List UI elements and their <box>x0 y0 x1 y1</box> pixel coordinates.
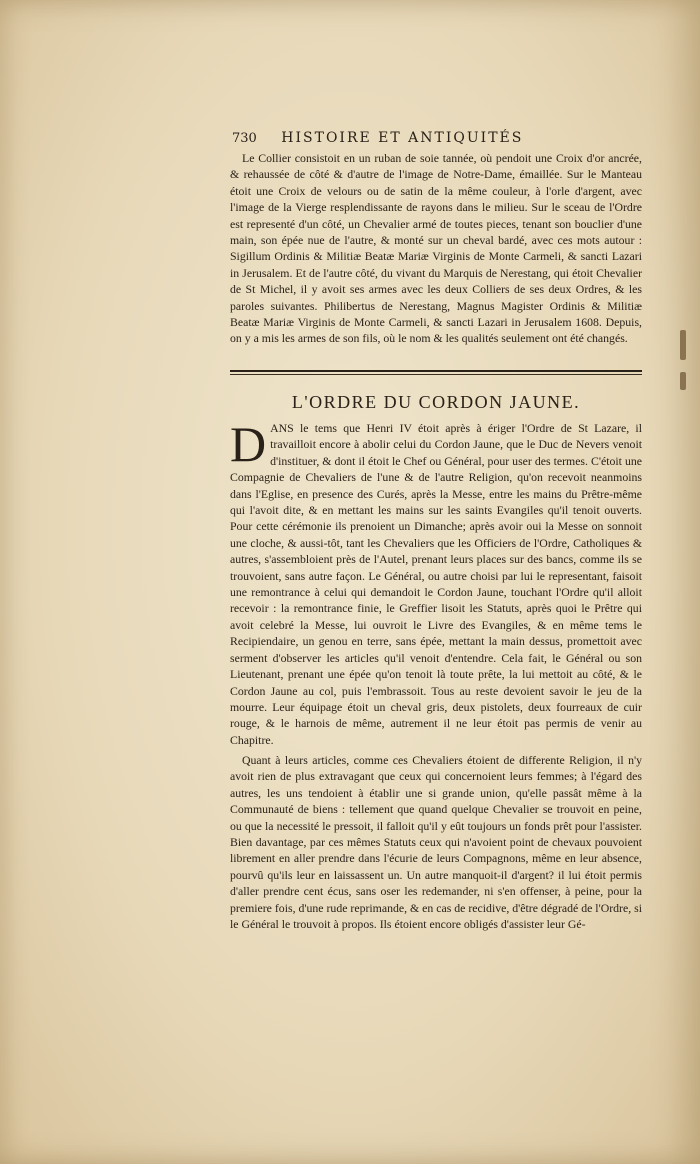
paragraph-cordon-jaune <box>230 416 642 748</box>
paragraph-articles: Quant à leurs articles, comme ces Chevaliers étoient de differente Religion, il n'y avoit rien de plus extravagant que ceux qui concernoient leurs femmes; à l'égard des autres, les uns tendoient à établir une si grande union, qu'elle passât même à la Communauté de biens : tellement que quand quelque Chevalier se trouvoit en peine, ou que la necessité le pressoit, il falloit qu'il y eût toujours un fonds prêt pour l'assister. Bien davantage, par ces mêmes Statuts ceux qui n'avoient point de chevaux pouvoient librement en aller prendre dans l'écurie de leurs Compagnons, même en leur absence, pourvû qu'ils leur en laissassent un. Un autre manquoit-il d'argent? il lui étoit permis d'aller prendre cent écus, sans oser les redemander, ni s'en offenser, à peine, pour la premiere fois, d'une rude reprimande, & en cas de recidive, d'être dégradé de l'Ordre, si le Général le trouvoit à propos. Ils étoient encore obligés d'assister leur Gé- <box>230 753 642 932</box>
section-divider <box>230 370 642 372</box>
paragraph-cordon-jaune-text: ANS le tems que Henri IV étoit après à ériger l'Ordre de St Lazare, il travailloit encore à abolir celui du Cordon Jaune, que le Duc de Nevers venoit d'instituer, & dont il étoit le Chef ou Général, pour user des termes. C'étoit une Compagnie de Chevaliers de l'une & de l'autre Religion, qu'on recevoit neanmoins dans l'Eglise, en presence des Curés, après la Messe, entre les mains du Prêtre-même qui l'avoit dite, & en mettant les mains sur les saints Evangiles qu'il tenoit ouverts. Pour cette cérémonie ils prenoient un Dimanche; après avoir oui la Messe on sonnoit une cloche, & aussi-tôt, tant les Chevaliers que les Officiers de l'Ordre, Catholiques & autres, s'assembloient près de l'Autel, prenant leurs places sur des bancs, comme ils se trouvoient, sans autre façon. Le Général, ou autre choisi par lui le representant, faisoit une remontrance à celui qui demandoit le Cordon Jaune, touchant l'Ordre qu'il alloit recevoir : la remontrance finie, le Greffier lisoit les Statuts, après quoi le Prêtre qui avoit celebré la Messe, lui ouvroit le Livre des Evangiles, & en même tems le Recipiendaire, un genou en terre, sans épée, mettant la main dessus, promettoit avec serment d'observer les articles qu'il venoit d'entendre. Cela fait, le Général ou son Lieutenant, prenant une épée qu'on tenoit là toute prête, la lui mettoit au côté, & le Cordon Jaune au col, puis l'embrassoit. Tous au reste devoient savoir le jeu de la mourre. Leur équipage étoit un cheval gris, deux pistolets, deux fourreaux de cuir rouge, & le harnois de même, autrement il ne leur étoit pas permis de venir au Chapitre. <box>230 421 642 747</box>
running-header <box>232 130 642 146</box>
running-title: HISTOIRE ET ANTIQUITÉS <box>281 130 524 146</box>
section-title: L'ORDRE DU CORDON JAUNE. <box>291 392 581 412</box>
margin-stain <box>680 372 686 390</box>
margin-stain <box>680 330 686 360</box>
paragraph-collar-description: Le Collier consistoit en un ruban de soie tannée, où pendoit une Croix d'or ancrée, & rehaussée de côté & d'autre de l'image de Notre-Dame, émaillée. Sur le Manteau étoit une Croix de velours ou de satin de la même couleur, à l'orle d'argent, avec l'image de la Vierge resplendissante de rayons dans le milieu. Sur le sceau de l'Ordre est representé d'un côté, un Chevalier armé de toutes pieces, tenant son bouclier d'une main, son épée nue de l'autre, & monté sur un cheval bardé, avec ces mots autour : Sigillum Ordinis & Militiæ Beatæ Mariæ Virginis de Monte Carmeli, & sancti Lazari in Jerusalem. Et de l'autre côté, du vivant du Marquis de Nerestang, qui étoit Chevalier de St Michel, il y avoit ses armes avec les deux Colliers de ses deux Ordres, & les paroles suivantes. Philibertus de Nerestang, Magnus Magister Ordinis & Militiæ Beatæ Mariæ Virginis de Monte Carmeli, & sancti Lazari in Jerusalem 1608. Depuis, on y a mis les armes de son fils, où le nom & les qualités seulement ont été changés. <box>230 151 642 346</box>
page-number: 730 <box>232 131 257 146</box>
drop-cap: D <box>230 416 267 472</box>
